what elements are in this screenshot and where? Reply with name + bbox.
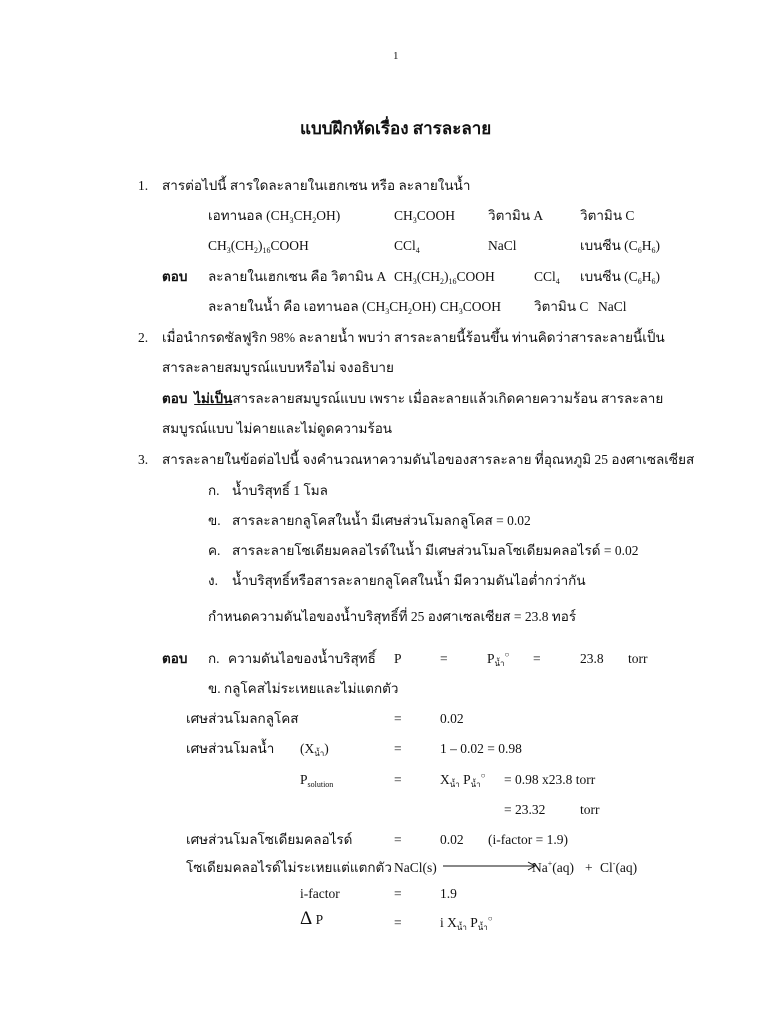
q1-answer-acetic: $CH_3COOH$	[440, 299, 502, 316]
ifactor-value: 1.9	[440, 886, 457, 901]
q3-item-label: ง.	[208, 573, 218, 588]
calc-step-1: = 0.98 x23.8 torr	[504, 772, 596, 787]
water-fraction-value: 1 – 0.02 = 0.98	[440, 741, 522, 756]
delta-symbol: Δ	[300, 908, 313, 929]
equals-sign: =	[394, 886, 402, 901]
unit-torr: torr	[580, 802, 600, 817]
raoult-expression: $X_{น้ำ}$ $P_{น้ำ}^○$	[440, 771, 486, 789]
q1-text: สารต่อไปนี้ สารใดละลายในเฮกเซน หรือ ละลายในน้ำ	[162, 178, 471, 193]
q1-answer-label: ตอบ	[162, 269, 188, 284]
q3-item-label: ค.	[208, 543, 221, 558]
q1-answer-hexane: ละลายในเฮกเซน คือ วิตามิน A	[208, 269, 387, 284]
page-number: 1	[393, 50, 399, 62]
q1-answer-ccl4: CCl$_4$	[534, 269, 560, 286]
ifactor-label: i-factor	[300, 886, 340, 901]
equals-sign: =	[394, 741, 402, 756]
q3-text: สารละลายในข้อต่อไปนี้ จงคำนวณหาความดันไอของสารละลาย ที่อุณหภูมิ 25 องศาเซลเซียส	[162, 452, 695, 467]
q2-line1: เมื่อนำกรดซัลฟูริก 98% ละลายน้ำ พบว่า สารละลายนี้ร้อนขึ้น ท่านคิดว่าสารละลายนี้เป็น	[162, 330, 665, 345]
equals-sign: =	[394, 832, 402, 847]
q1-answer-stearic: $CH_3(CH_2)_{16}COOH$	[394, 269, 495, 286]
q1-acetic-acid: $CH_3COOH$	[394, 208, 456, 225]
q1-nacl: NaCl	[488, 238, 517, 253]
q2-answer-not: ไม่เป็น	[194, 391, 233, 406]
delta-p: Δ P	[300, 908, 324, 929]
equals-sign: =	[394, 711, 402, 726]
q1-vitamin-a: วิตามิน A	[488, 208, 544, 223]
q2-answer: ตอบ ไม่เป็นสารละลายสมบูรณ์แบบ เพราะ เมื่อละลายแล้วเกิดคายความร้อน สารละลาย	[162, 391, 664, 406]
q3-answer-label: ตอบ	[162, 651, 188, 666]
q2-answer-label: ตอบ	[162, 391, 188, 406]
glucose-fraction-label: เศษส่วนโมลกลูโคส	[186, 711, 299, 726]
equals-sign: =	[394, 915, 402, 930]
q3-given: กำหนดความดันไอของน้ำบริสุทธิ์ที่ 25 องศาเซลเซียส = 23.8 ทอร์	[208, 609, 577, 624]
chloride-ion: Cl-(aq)	[600, 859, 638, 875]
nacl-dissociation-text: โซเดียมคลอไรด์ไม่ระเหยแต่แตกตัว	[186, 860, 392, 875]
q1-vitamin-c: วิตามิน C	[580, 208, 635, 223]
q3-kb-text: ข. กลูโคสไม่ระเหยและไม่แตกตัว	[208, 681, 399, 696]
q1-number: 1.	[138, 178, 149, 193]
q3-ka-value: 23.8	[580, 651, 604, 666]
sodium-ion: Na+(aq)	[532, 859, 574, 875]
q2-number: 2.	[138, 330, 149, 345]
ifactor-note: (i-factor = 1.9)	[488, 832, 568, 847]
q1-benzene: เบนซีน $(C_6H_6)$	[580, 238, 660, 255]
water-fraction-symbol: $(X_{น้ำ})$	[300, 741, 329, 758]
unit-torr: torr	[628, 651, 648, 666]
q3-item-label: ข.	[208, 513, 221, 528]
q2-answer-line2: สมบูรณ์แบบ ไม่คายและไม่ดูดความร้อน	[162, 421, 393, 436]
calc-step-2: = 23.32	[504, 802, 546, 817]
glucose-fraction-value: 0.02	[440, 711, 464, 726]
q1-answer-nacl: NaCl	[598, 299, 627, 314]
q3-item-text: สารละลายกลูโคสในน้ำ มีเศษส่วนโมลกลูโคส = 0.02	[232, 513, 531, 528]
reaction-arrow-icon	[442, 860, 538, 872]
q3-ka-var: P	[394, 651, 402, 666]
q1-stearic-acid: $CH_3(CH_2)_{16}COOH$	[208, 238, 309, 255]
p-solution: $P_{solution}$	[300, 772, 334, 789]
water-fraction-label: เศษส่วนโมลน้ำ	[186, 741, 275, 756]
q3-number: 3.	[138, 452, 149, 467]
q1-answer-benzene: เบนซีน $(C_6H_6)$	[580, 269, 660, 286]
q3-item-text: สารละลายโซเดียมคลอไรด์ในน้ำ มีเศษส่วนโมลโซเดียมคลอไรด์ = 0.02	[232, 543, 639, 558]
q1-answer-vitamin-c: วิตามิน C	[534, 299, 589, 314]
q1-ccl4: CCl$_4$	[394, 238, 420, 255]
equals-sign: =	[533, 651, 541, 666]
q3-ka-label: ก.	[208, 651, 220, 666]
p-water-pure: $P_{น้ำ}^○$	[487, 650, 510, 668]
equals-sign: =	[440, 651, 448, 666]
nacl-fraction-value: 0.02	[440, 832, 464, 847]
q3-item-text: น้ำบริสุทธิ์หรือสารละลายกลูโคสในน้ำ มีความดันไอต่ำกว่ากัน	[232, 573, 586, 588]
q1-answer-water: ละลายในน้ำ คือ เอทานอล $(CH_3CH_2OH)$	[208, 299, 437, 316]
q3-item-text: น้ำบริสุทธิ์ 1 โมล	[232, 483, 328, 498]
nacl-fraction-label: เศษส่วนโมลโซเดียมคลอไรด์	[186, 832, 353, 847]
nacl-reactant: NaCl(s)	[394, 860, 437, 875]
equals-sign: =	[394, 772, 402, 787]
plus-sign: +	[585, 860, 593, 875]
q3-item-label: ก.	[208, 483, 220, 498]
delta-p-expression: i $X_{น้ำ}$ $P_{น้ำ}^○$	[440, 914, 493, 932]
page-title: แบบฝึกหัดเรื่อง สารละลาย	[300, 119, 492, 138]
q1-ethanol: เอทานอล $(CH_3CH_2OH)$	[208, 208, 341, 225]
q3-ka-text: ความดันไอของน้ำบริสุทธิ์	[228, 651, 376, 666]
q2-line2: สารละลายสมบูรณ์แบบหรือไม่ จงอธิบาย	[162, 360, 394, 375]
